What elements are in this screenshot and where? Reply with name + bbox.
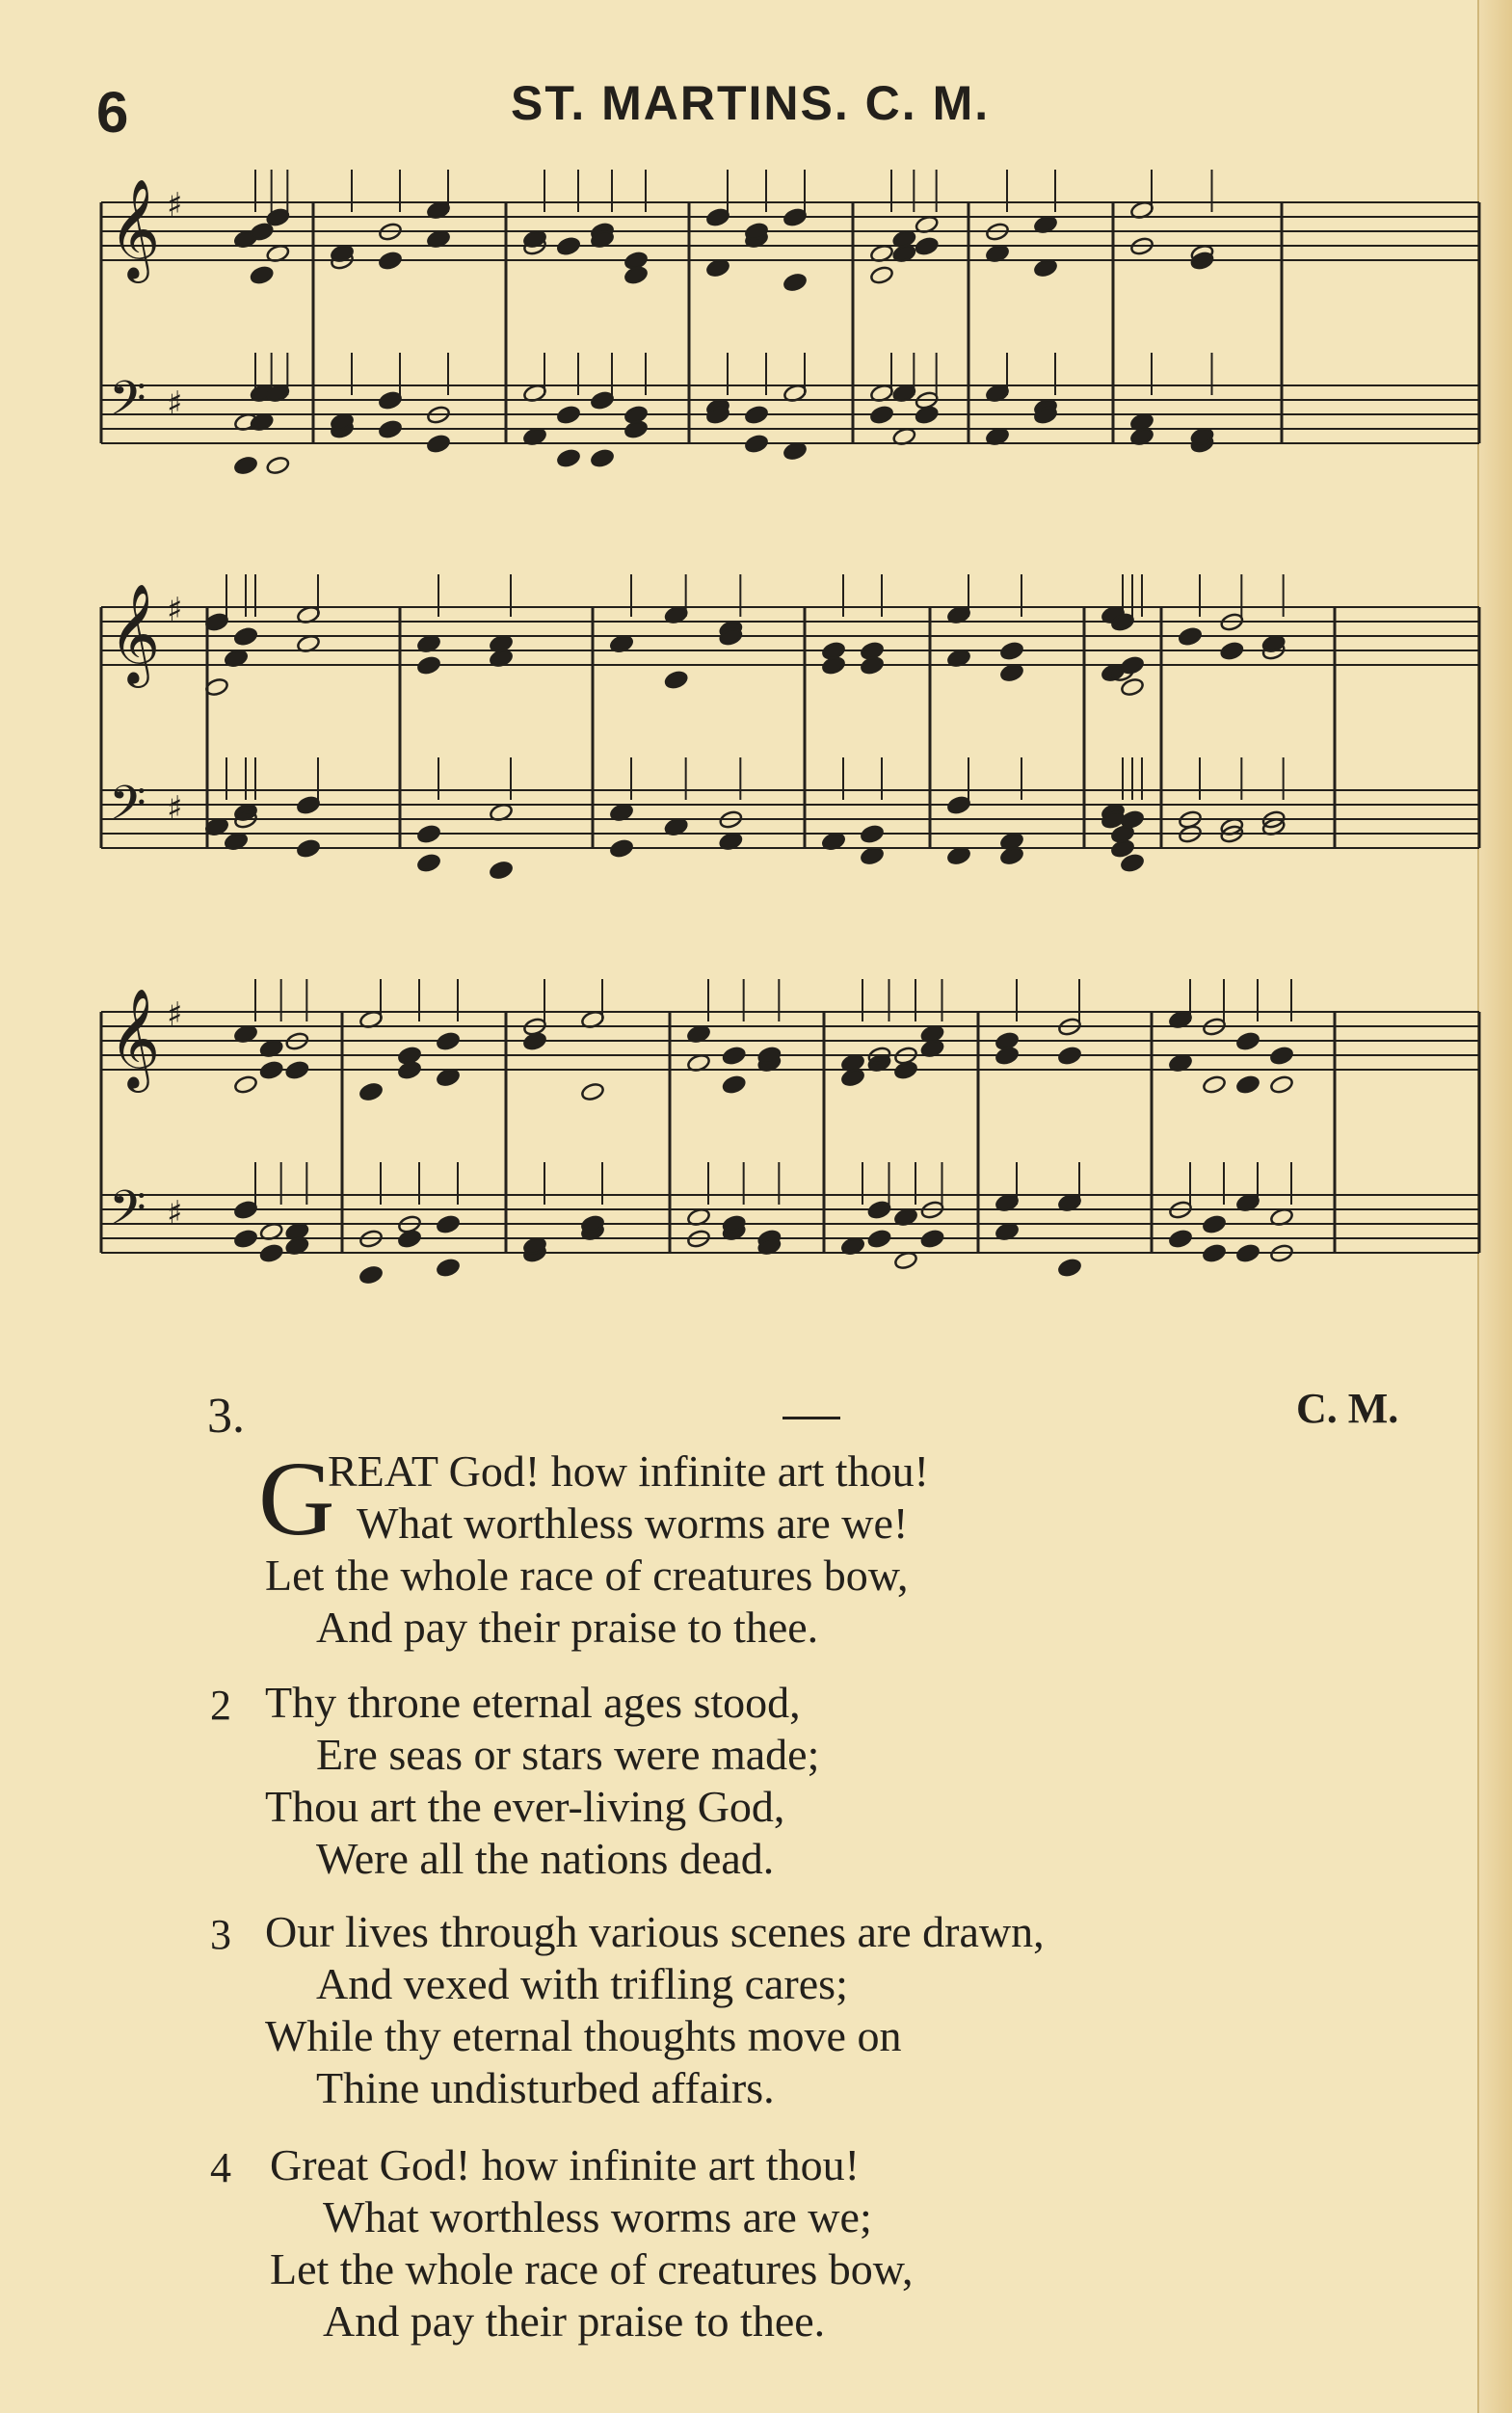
note-head <box>1269 1046 1293 1066</box>
verse-line: Thou art the ever-living God, <box>265 1782 785 1831</box>
verse-line: And pay their praise to thee. <box>316 1603 819 1652</box>
hymn-meter: C. M. <box>1296 1385 1399 1432</box>
note-head <box>744 434 768 454</box>
sharp-icon: ♯ <box>167 591 183 629</box>
note-head <box>1202 1214 1226 1234</box>
note-head <box>378 251 402 271</box>
note-head <box>995 1031 1019 1051</box>
verse-line: Ere seas or stars were made; <box>316 1730 820 1779</box>
note-head <box>867 1229 891 1249</box>
note-head <box>436 1214 460 1234</box>
note-head <box>378 390 402 411</box>
score-system-3 <box>92 973 1499 1378</box>
note-head <box>623 405 648 425</box>
note-head <box>426 434 450 454</box>
sharp-icon: ♯ <box>167 384 183 423</box>
note-head <box>436 1258 460 1278</box>
verse-line: And vexed with trifling cares; <box>316 1959 848 2008</box>
note-head <box>1168 1229 1192 1249</box>
verse-line: Thy throne eternal ages stood, <box>265 1678 801 1727</box>
bass-clef-icon: 𝄢 <box>109 371 146 438</box>
sharp-icon: ♯ <box>167 1194 183 1233</box>
hymn-number: 3. <box>207 1389 245 1444</box>
music-system-2 <box>92 569 1499 973</box>
note-head <box>233 1200 257 1220</box>
note-head <box>285 1060 309 1080</box>
note-head <box>1235 1074 1260 1095</box>
note-head <box>705 207 729 227</box>
note-head <box>1220 641 1244 661</box>
verse-line: REAT God! how infinite art thou! <box>328 1446 929 1496</box>
verse-number: 3 <box>210 1911 231 1958</box>
verse-line: Great God! how infinite art thou! <box>270 2140 860 2189</box>
note-head <box>1202 1243 1226 1263</box>
note-head <box>1057 1258 1081 1278</box>
verse-line: Let the whole race of creatures bow, <box>265 1551 909 1600</box>
tune-title: ST. MARTINS. C. M. <box>511 76 991 130</box>
note-head <box>233 456 257 476</box>
note-head <box>233 1229 257 1249</box>
note-head <box>869 405 893 425</box>
note-head <box>860 641 884 661</box>
note-head <box>744 405 768 425</box>
drop-cap: G <box>258 1440 335 1557</box>
note-head <box>556 236 580 256</box>
separator-dash <box>783 1417 840 1419</box>
note-head <box>378 419 402 439</box>
note-head <box>821 641 845 661</box>
verse-line: What worthless worms are we; <box>323 2192 872 2241</box>
note-head <box>783 207 807 227</box>
verse-line: And pay their praise to thee. <box>323 2296 826 2346</box>
note-head <box>1178 626 1202 647</box>
note-head <box>296 838 320 859</box>
verse-line: Our lives through various scenes are drawn, <box>265 1907 1045 1956</box>
note-head <box>266 456 290 476</box>
note-head <box>259 1060 283 1080</box>
note-head <box>1202 1074 1226 1095</box>
note-head <box>920 1229 944 1249</box>
note-head <box>999 641 1023 661</box>
note-head <box>556 405 580 425</box>
note-head <box>556 448 580 468</box>
verse-line: Were all the nations dead. <box>316 1834 775 1883</box>
note-head <box>869 265 893 285</box>
note-head <box>590 390 614 411</box>
note-head <box>522 1031 546 1051</box>
treble-clef-icon: 𝄞 <box>109 988 161 1089</box>
note-head <box>580 1082 604 1102</box>
verse-line: While thy eternal thoughts move on <box>265 2011 902 2060</box>
note-head <box>489 861 513 881</box>
note-head <box>416 853 440 873</box>
bass-clef-icon: 𝄢 <box>109 1180 146 1248</box>
note-head <box>783 273 807 293</box>
note-head <box>233 1074 257 1095</box>
score-system-1 <box>92 164 1499 569</box>
note-head <box>250 265 274 285</box>
note-head <box>436 1031 460 1051</box>
note-head <box>590 448 614 468</box>
verse-number: 2 <box>210 1682 231 1729</box>
note-head <box>609 838 633 859</box>
note-head <box>946 795 970 815</box>
note-head <box>664 670 688 690</box>
note-head <box>722 1046 746 1066</box>
verse-line: Let the whole race of creatures bow, <box>270 2244 914 2294</box>
music-system-3 <box>92 973 1499 1378</box>
verse-line: What worthless worms are we! <box>357 1498 909 1548</box>
note-head <box>296 795 320 815</box>
music-system-1 <box>92 164 1499 569</box>
bass-clef-icon: 𝄢 <box>109 776 146 843</box>
note-head <box>358 1265 383 1286</box>
note-head <box>416 655 440 676</box>
sharp-icon: ♯ <box>167 186 183 225</box>
note-head <box>358 1082 383 1102</box>
note-head <box>867 1200 891 1220</box>
note-head <box>1235 1243 1260 1263</box>
note-head <box>1120 655 1144 676</box>
note-head <box>915 236 939 256</box>
note-head <box>266 207 290 227</box>
note-head <box>623 265 648 285</box>
note-head <box>1269 1074 1293 1095</box>
sharp-icon: ♯ <box>167 995 183 1034</box>
score-system-2 <box>92 569 1499 973</box>
note-head <box>1235 1031 1260 1051</box>
treble-clef-icon: 𝄞 <box>109 178 161 279</box>
note-head <box>397 1060 421 1080</box>
note-head <box>722 1074 746 1095</box>
verse-line: Thine undisturbed affairs. <box>316 2063 775 2112</box>
treble-clef-icon: 𝄞 <box>109 583 161 684</box>
note-head <box>259 1243 283 1263</box>
page-number: 6 <box>96 80 129 145</box>
sharp-icon: ♯ <box>167 789 183 828</box>
verse-number: 4 <box>210 2144 231 2191</box>
note-head <box>416 824 440 844</box>
note-head <box>233 626 257 647</box>
note-head <box>915 405 939 425</box>
note-head <box>860 824 884 844</box>
note-head <box>1057 1046 1081 1066</box>
